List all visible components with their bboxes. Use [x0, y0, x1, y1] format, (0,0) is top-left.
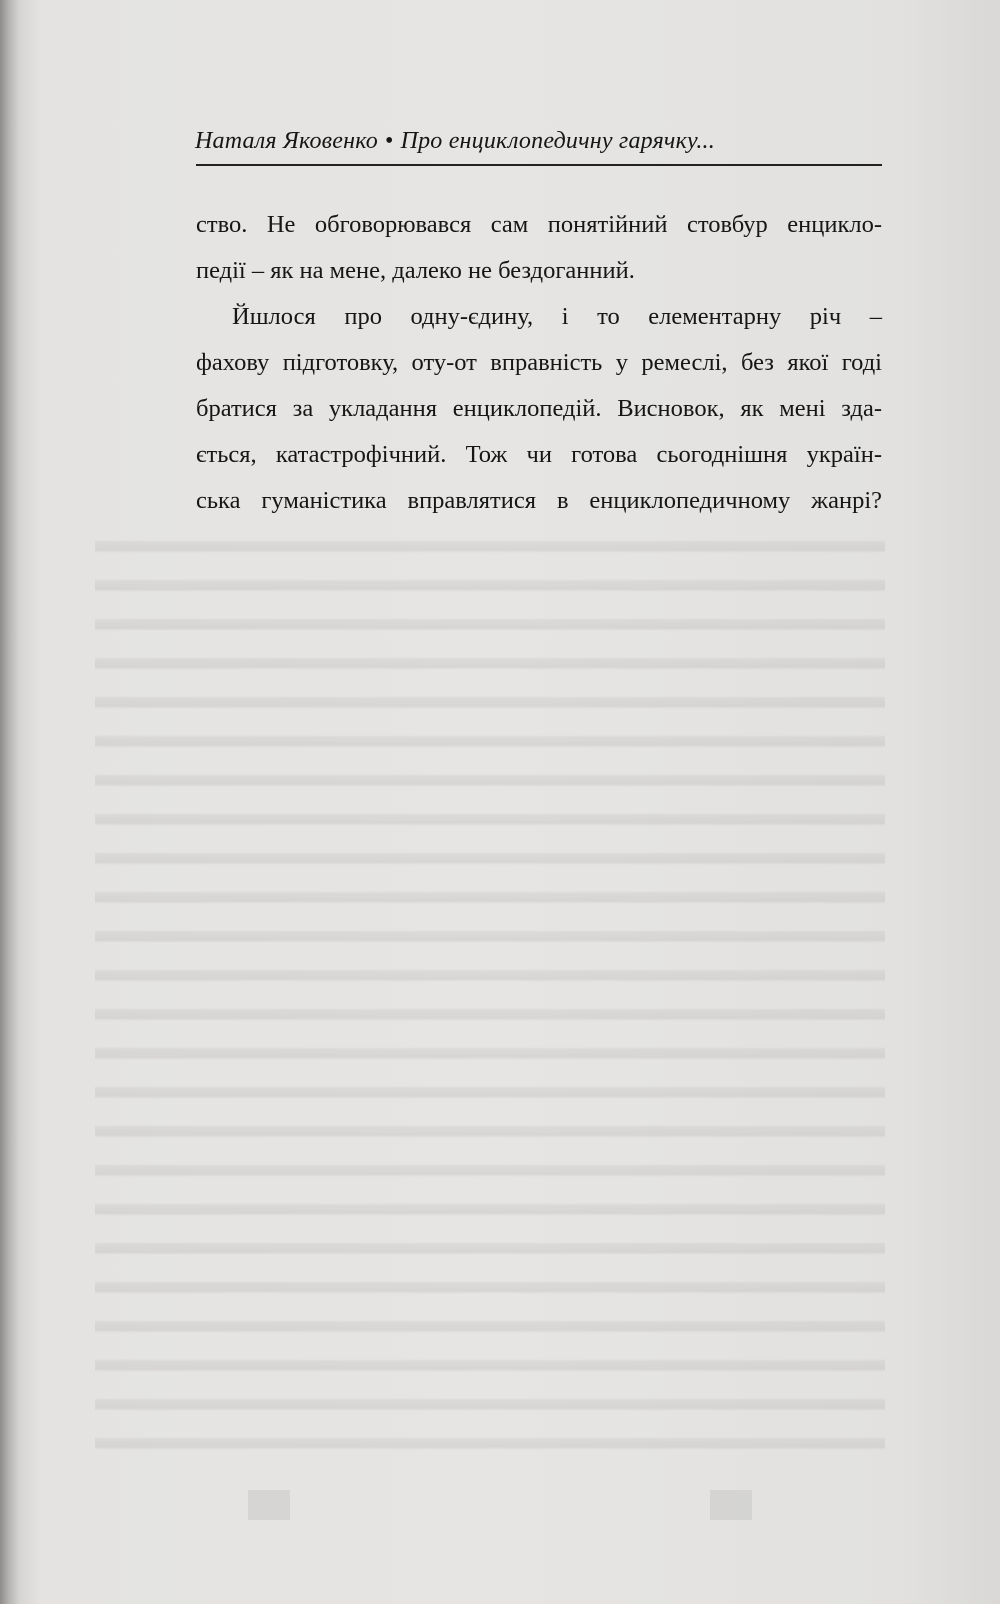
- body-text: [196, 202, 882, 524]
- running-head-title: Про енциклопедичну гарячку...: [400, 128, 715, 154]
- text-line: ська гуманістика вправлятися в енциклопедичному жанрі?: [196, 487, 882, 514]
- bleed-through-page-numbers: [200, 1490, 800, 1520]
- header-rule: [196, 164, 882, 166]
- text-line: ється, катастрофічний. Тож чи готова сьогоднішня україн-: [196, 441, 882, 468]
- bleed-through-text: [95, 520, 885, 1470]
- text-line: педії – як на мене, далеко не бездоганний.: [196, 257, 635, 284]
- text-line: Йшлося про одну-єдину, і то елементарну річ –: [232, 303, 882, 330]
- running-head-separator: •: [384, 128, 394, 154]
- running-head-author: Наталя Яковенко: [195, 128, 378, 154]
- text-line: братися за укладання енциклопедій. Висновок, як мені зда-: [196, 395, 882, 422]
- book-spine-shadow: [0, 0, 20, 1604]
- text-line: ство. Не обговорювався сам понятійний стовбур енцикло-: [196, 211, 882, 238]
- running-head: [195, 128, 895, 155]
- text-line: фахову підготовку, оту-от вправність у ремеслі, без якої годі: [196, 349, 882, 376]
